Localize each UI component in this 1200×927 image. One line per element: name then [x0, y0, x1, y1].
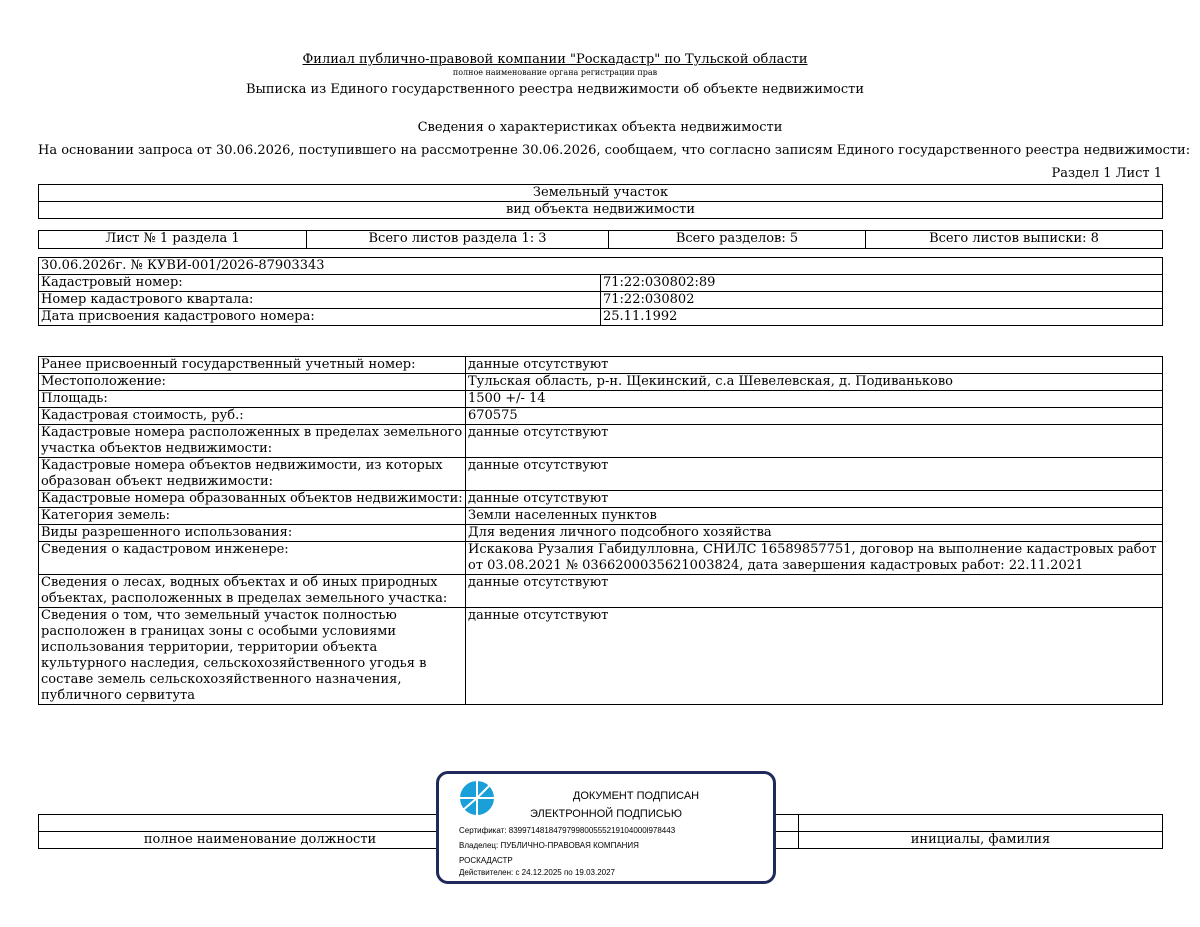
row-label: Виды разрешенного использования: — [39, 525, 466, 542]
row-label: Кадастровый номер: — [39, 275, 601, 292]
stamp-line-1: ДОКУМЕНТ ПОДПИСАН — [572, 790, 700, 802]
table-row — [39, 608, 1163, 705]
table-row — [39, 309, 1163, 326]
section-sheets-count: Всего листов раздела 1: 3 — [307, 231, 609, 249]
table-row — [39, 275, 1163, 292]
table-row — [39, 542, 1163, 575]
sheet-number: Лист № 1 раздела 1 — [39, 231, 307, 249]
extract-table — [38, 257, 1163, 326]
table-row — [39, 525, 1163, 542]
sections-count: Всего разделов: 5 — [609, 231, 866, 249]
table-row — [39, 425, 1163, 458]
row-value: данные отсутствуют — [466, 608, 1163, 705]
stamp-line-2: ЭЛЕКТРОННОЙ ПОДПИСЬЮ — [529, 808, 683, 820]
row-label: Кадастровые номера расположенных в пределах земельного участка объектов недвижимости: — [39, 425, 466, 458]
object-type-caption: вид объекта недвижимости — [39, 202, 1163, 219]
row-value: 25.11.1992 — [601, 309, 1163, 326]
row-value: 71:22:030802 — [601, 292, 1163, 309]
row-value: данные отсутствуют — [466, 357, 1163, 374]
table-row — [39, 575, 1163, 608]
table-row — [39, 408, 1163, 425]
organization-caption: полное наименование органа регистрации прав — [452, 68, 658, 77]
row-value: Искакова Рузалия Габидулловна, СНИЛС 16589857751, договор на выполнение кадастровых работ от 03.08.2021 № 0366200035621003824, дата завершения кадастровых работ: 22.11.2021 — [466, 542, 1163, 575]
stamp-certificate: Сертификат: 8399714818479799800555219104000l978443 — [459, 826, 676, 835]
total-sheets-count: Всего листов выписки: 8 — [866, 231, 1163, 249]
row-value: данные отсутствуют — [466, 425, 1163, 458]
table-row — [39, 491, 1163, 508]
position-caption: полное наименование должности — [39, 832, 482, 849]
row-label: Площадь: — [39, 391, 466, 408]
details-table — [38, 356, 1163, 705]
row-value: данные отсутствуют — [466, 458, 1163, 491]
row-value: Для ведения личного подсобного хозяйства — [466, 525, 1163, 542]
row-value: Земли населенных пунктов — [466, 508, 1163, 525]
stamp-owner-name: РОСКАДАСТР — [459, 856, 513, 865]
row-value: 670575 — [466, 408, 1163, 425]
intro-text: На основании запроса от 30.06.2026, поступившего на рассмотренне 30.06.2026, сообщаем, что согласно записям Единого государственного реестра недвижимости: — [38, 143, 1191, 158]
row-label: Кадастровые номера объектов недвижимости, из которых образован объект недвижимости: — [39, 458, 466, 491]
section-reference: Раздел 1 Лист 1 — [1051, 166, 1162, 181]
table-row — [39, 374, 1163, 391]
row-value: 71:22:030802:89 — [601, 275, 1163, 292]
row-label: Кадастровая стоимость, руб.: — [39, 408, 466, 425]
stamp-validity: Действителен: с 24.12.2025 по 19.03.2027 — [459, 868, 615, 877]
row-value: 1500 +/- 14 — [466, 391, 1163, 408]
row-value: данные отсутствуют — [466, 491, 1163, 508]
table-row — [39, 508, 1163, 525]
electronic-signature-stamp — [436, 771, 776, 884]
extract-number: 30.06.2026г. № КУВИ-001/2026-87903343 — [39, 258, 1163, 275]
table-row — [39, 292, 1163, 309]
row-label: Номер кадастрового квартала: — [39, 292, 601, 309]
document-title: Выписка из Единого государственного реестра недвижимости об объекте недвижимости — [245, 82, 865, 97]
sheets-table — [38, 230, 1163, 249]
row-label: Сведения о лесах, водных объектах и об иных природных объектах, расположенных в пределах земельного участка: — [39, 575, 466, 608]
row-label: Сведения о кадастровом инженере: — [39, 542, 466, 575]
row-value: Тульская область, р-н. Щекинский, с.а Шевелевская, д. Подиваньково — [466, 374, 1163, 391]
row-label: Категория земель: — [39, 508, 466, 525]
row-label: Местоположение: — [39, 374, 466, 391]
row-value: данные отсутствуют — [466, 575, 1163, 608]
row-label: Ранее присвоенный государственный учетный номер: — [39, 357, 466, 374]
table-row — [39, 357, 1163, 374]
section-title: Сведения о характеристиках объекта недвижимости — [417, 120, 783, 135]
object-type: Земельный участок — [39, 185, 1163, 202]
table-row — [39, 458, 1163, 491]
organization-name: Филиал публично-правовой компании "Роскадастр" по Тульской области — [302, 52, 808, 67]
stamp-owner: Владелец: ПУБЛИЧНО-ПРАВОВАЯ КОМПАНИЯ — [459, 841, 639, 850]
row-label: Кадастровые номера образованных объектов недвижимости: — [39, 491, 466, 508]
row-label: Дата присвоения кадастрового номера: — [39, 309, 601, 326]
object-type-table — [38, 184, 1163, 219]
table-row — [39, 391, 1163, 408]
row-label: Сведения о том, что земельный участок полностью расположен в границах зоны с особыми условиями использования территории, территории объекта культурного наследия, сельскохозяйственного угодья в составе земель сельскохозяйственного назначения, публичного сервитута — [39, 608, 466, 705]
name-caption: инициалы, фамилия — [799, 832, 1163, 849]
